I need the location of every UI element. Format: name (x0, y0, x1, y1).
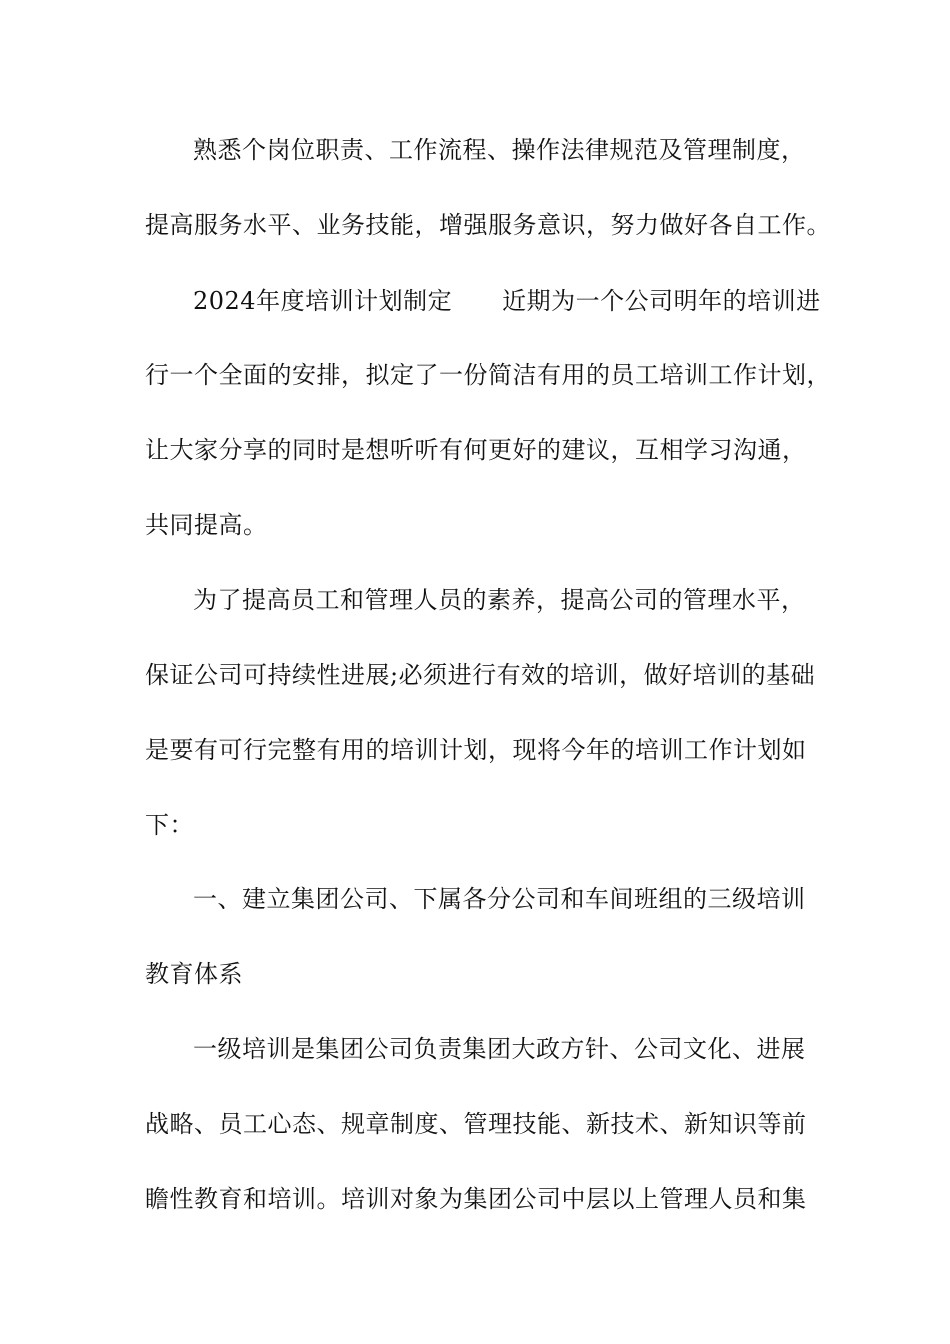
paragraph-line: 一级培训是集团公司负责集团大政方针、公司文化、进展 (193, 1035, 806, 1063)
paragraph-line: 保证公司可持续性进展;必须进行有效的培训，做好培训的基础 (145, 661, 816, 689)
paragraph-line: 瞻性教育和培训。培训对象为集团公司中层以上管理人员和集 (145, 1185, 807, 1213)
paragraph-line: 为了提高员工和管理人员的素养，提高公司的管理水平， (193, 586, 806, 614)
paragraph-line: 行一个全面的安排，拟定了一份简洁有用的员工培训工作计划， (145, 361, 831, 389)
paragraph-line: 让大家分享的同时是想听听有何更好的建议，互相学习沟通， (145, 436, 807, 464)
paragraph-line: 是要有可行完整有用的培训计划，现将今年的培训工作计划如 (145, 736, 807, 764)
paragraph-text: 近期为一个公司明年的培训进 (502, 287, 821, 315)
section-heading: 一、建立集团公司、下属各分公司和车间班组的三级培训 (193, 885, 806, 913)
paragraph-line: 提高服务水平、业务技能，增强服务意识，努力做好各自工作。 (145, 211, 831, 239)
paragraph-line: 下： (145, 811, 194, 839)
paragraph-line: 共同提高。 (145, 511, 268, 539)
paragraph-line: 熟悉个岗位职责、工作流程、操作法律规范及管理制度， (193, 136, 806, 164)
paragraph-line (193, 286, 821, 316)
section-heading-continued: 教育体系 (145, 960, 243, 988)
paragraph-line: 战略、员工心态、规章制度、管理技能、新技术、新知识等前 (145, 1110, 807, 1138)
plan-title: 2024年度培训计划制定 (193, 287, 453, 315)
